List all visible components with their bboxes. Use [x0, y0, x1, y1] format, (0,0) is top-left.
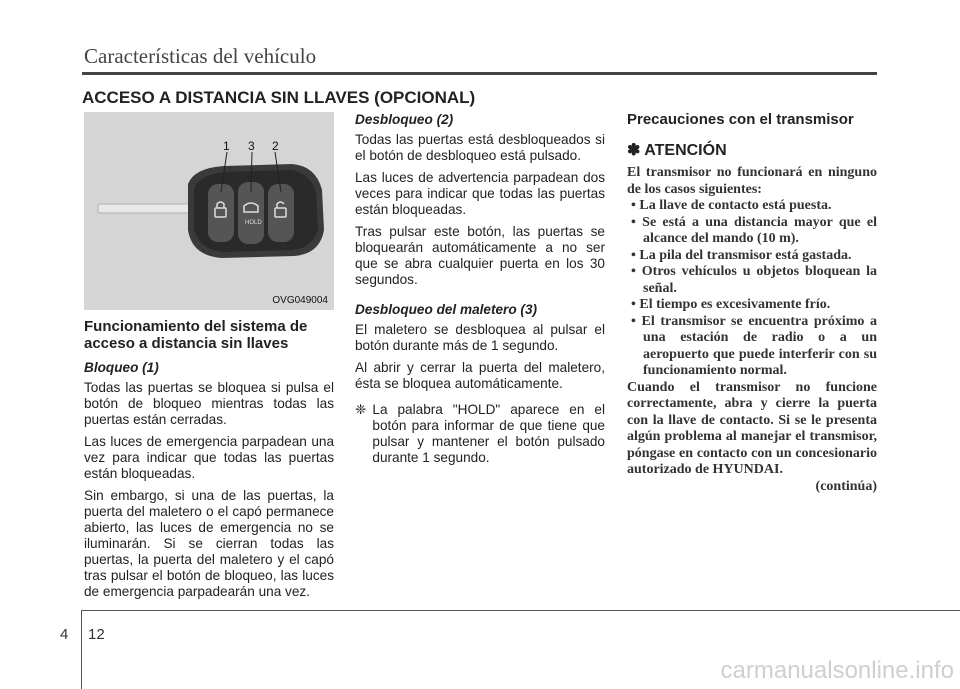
chapter-number: 4 — [60, 626, 69, 643]
unlock-paragraph-3: Tras pulsar este botón, las puertas se bloquearán automáticamente a no ser que se abra cualquier puerta en los 30 segundos. — [355, 224, 605, 287]
unlock-subheading: Desbloqueo (2) — [355, 112, 454, 127]
continued-label: (continúa) — [815, 478, 877, 494]
warning-intro: El transmisor no funcionará en ninguno de los casos siguientes: — [627, 165, 877, 197]
section-title: ACCESO A DISTANCIA SIN LLAVES (OPCIONAL) — [82, 88, 476, 107]
figure-code: OVG049004 — [272, 295, 328, 306]
list-item: • Se está a una distancia mayor que el alcance del mando (10 m). — [631, 214, 877, 246]
list-item: • La pila del transmisor está gastada. — [631, 247, 852, 263]
column-2 — [355, 112, 605, 466]
lock-paragraph-1: Todas las puertas se bloquea si pulsa el botón de bloqueo mientras todas las puertas están cerradas. — [84, 380, 334, 427]
warning-list — [627, 198, 877, 380]
key-fob-illustration — [84, 112, 334, 310]
watermark: carmanualsonline.info — [720, 657, 954, 684]
key-fob-figure — [84, 112, 334, 310]
fob-button-lock — [208, 184, 234, 242]
precautions-heading: Precauciones con el transmisor — [627, 111, 854, 128]
lock-subheading: Bloqueo (1) — [84, 360, 159, 375]
trunk-paragraph-1: El maletero se desbloquea al pulsar el botón durante más de 1 segundo. — [355, 322, 605, 353]
fob-button-unlock — [268, 184, 294, 242]
note-mark: ❈ — [355, 402, 367, 417]
note-text: La palabra "HOLD" aparece en el botón para informar de que tiene que pulsar y mantener el botón pulsado durante 1 segundo. — [372, 402, 605, 465]
warning-heading: ✽ ATENCIÓN — [627, 141, 727, 159]
callout-2: 2 — [272, 139, 279, 153]
list-item: • El transmisor se encuentra próximo a una estación de radio o a un aeropuerto que puede interferir con su funcionamiento normal. — [631, 313, 877, 378]
list-item: • El tiempo es excesivamente frío. — [631, 297, 831, 312]
header-title: Características del vehículo — [84, 44, 317, 68]
operation-heading: Funcionamiento del sistema de acceso a distancia sin llaves — [84, 318, 308, 352]
lock-paragraph-2: Las luces de emergencia parpadean una vez para indicar que todas las puertas están bloqueadas. — [84, 434, 334, 481]
unlock-paragraph-1: Todas las puertas está desbloqueados si el botón de desbloqueo está pulsado. — [355, 132, 605, 163]
hold-label: HOLD — [245, 220, 262, 226]
unlock-paragraph-2: Las luces de advertencia parpadean dos veces para indicar que todas las puertas están bloqueadas. — [355, 170, 605, 217]
footer-divider — [81, 610, 82, 689]
list-item: • Otros vehículos u objetos bloquean la señal. — [631, 264, 877, 296]
trunk-paragraph-2: Al abrir y cerrar la puerta del maletero, ésta se bloquea automáticamente. — [355, 360, 605, 391]
page-number: 12 — [88, 626, 105, 643]
lock-paragraph-3: Sin embargo, si una de las puertas, la puerta del maletero o el capó permanece abierto, las luces de emergencia no se iluminarán. Si se cierran todas las puertas, la puerta del maletero y el capó tras pulsar el botón de bloqueo, las luces de emergencia parpadearán una vez. — [84, 488, 334, 599]
list-item: • La llave de contacto está puesta. — [631, 198, 832, 213]
footer-rule — [81, 610, 960, 611]
column-1 — [84, 318, 334, 606]
callout-1: 1 — [223, 139, 230, 153]
callout-3: 3 — [248, 139, 255, 153]
header-rule — [82, 72, 877, 75]
hold-note — [355, 402, 605, 466]
trunk-subheading: Desbloqueo del maletero (3) — [355, 302, 538, 317]
column-3 — [627, 112, 877, 495]
closing-paragraph: Cuando el transmisor no funcione correctamente, abra y cierre la puerta con la llave de contacto. Si se le presenta algún problema al manejar el transmisor, póngase en contacto con un concesionario autorizado de HYUNDAI. — [627, 379, 877, 477]
